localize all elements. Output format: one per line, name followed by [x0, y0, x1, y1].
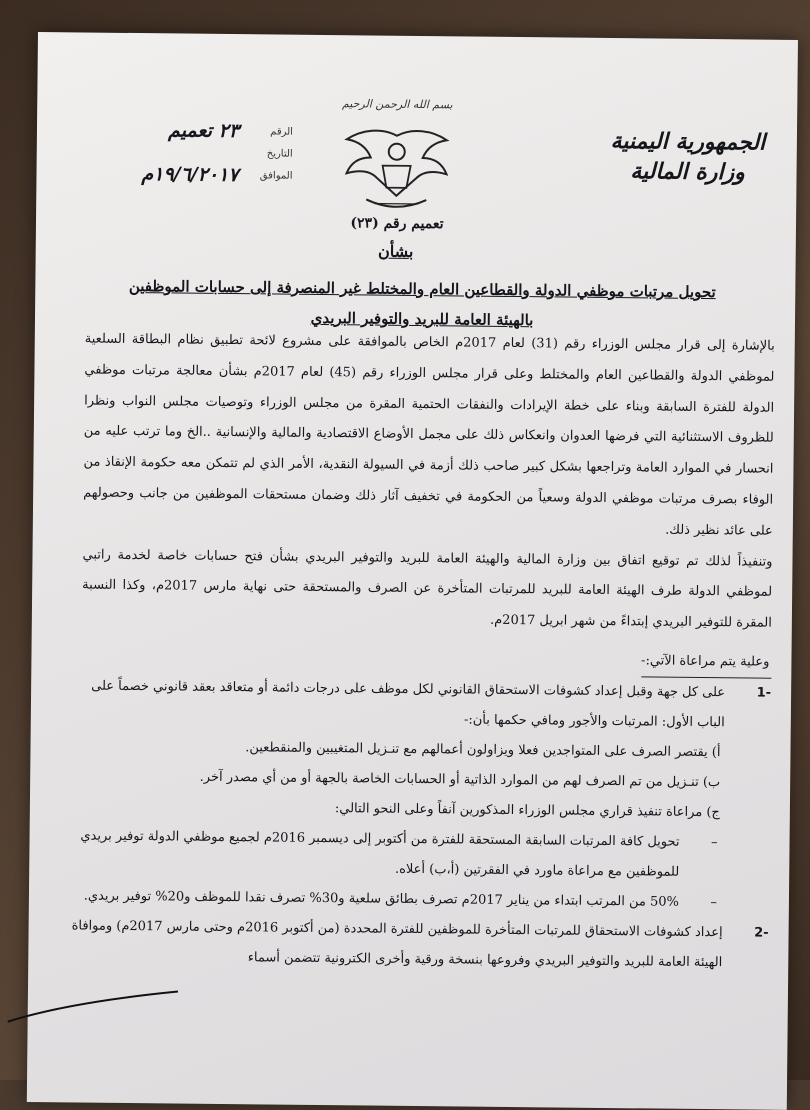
item-text: على كل جهة وقبل إعداد كشوفات الاستحقاق القانوني لكل موظف على درجات دائمة أو متعاقد بعقد قانوني خصماً على الباب الأول: المرتبات والأجور ومافي حكمها بأن:- — [91, 679, 725, 731]
item-number: -1 — [757, 679, 772, 709]
document-page — [27, 32, 798, 1110]
dash-mark: – — [710, 888, 717, 918]
yemen-emblem-icon — [336, 117, 457, 218]
letter-body — [82, 325, 775, 640]
ministry-header — [602, 126, 773, 188]
about-heading: بشأن — [336, 241, 456, 261]
subject-line-2: بالهيئة العامة للبريد والتوفير البريدي — [311, 309, 534, 329]
basmala: بسم الله الرحمن الرحيم — [337, 97, 457, 111]
ministry-line-finance: وزارة المالية — [602, 156, 772, 188]
item-number: -2 — [754, 919, 769, 949]
dash-item-1 — [69, 821, 770, 888]
circular-number: تعميم رقم (٢٣) — [332, 215, 462, 232]
dash-text: تحويل كافة المرتبات السابقة المستحقة للفترة من أكتوبر إلى ديسمبر 2016م لجميع موظفي الدولة توفير بريدي للموظفين مع مراعاة ماورد في الفقرتين (أ،ب) أعلاه. — [80, 828, 679, 879]
pen-stroke-icon — [7, 982, 188, 1044]
sub-item-a: أ) يقتصر الصرف على المتواجدين فعلا ويزاولون أعمالهم مع تنـزيل المتغيبين والمنقطعين. — [70, 731, 770, 768]
instruction-item-1 — [71, 671, 772, 738]
instructions-section — [68, 640, 771, 978]
ministry-line-republic: الجمهورية اليمنية — [603, 126, 773, 158]
dash-mark: – — [711, 828, 718, 858]
corresponding-date: ١٩/٦/٢٠١٧م — [141, 163, 238, 186]
item-text: إعداد كشوفات الاستحقاق للمرتبات المتأخرة للموظفين للفترة المحددة (من أكتوبر 2016م وحتى مارس 2017م) وموافاة الهيئة العامة للبريد والتوفير البريدي وفروعها بنسخة ورقية وأخرى الكترونية تتضمن أسماء — [72, 918, 723, 970]
ref-label: الرقم — [247, 126, 293, 137]
paragraph-reference: بالإشارة إلى قرار مجلس الوزراء رقم (31) لعام 2017م الخاص بالموافقة على مشروع لائحة تطبيق نظام البطاقة السلعية لموظفي الدولة والقطاعين العام والمختلط وعلى قرار مجلس الوزراء رقم (45) لعام 2017م بشأن معالجة مرتبات موظفي الدولة للفترة السابقة وبناء على خطة الإيرادات والنفقات الحتمية المقرة من مجلس الوزراء وتوصيات مجلس النواب ونظرا للظروف الاستثنائية التي فرضها العدوان وانعكاس ذلك على مجمل الأوضاع الاقتصادية والمالية والإنسانية ..الخ وما ترتب عليه من انحسار في الموارد العامة وتراجعها بشكل كبير صاحب ذلك أزمة في السيولة النقدية، الأمر الذي لم تتمكن معه حكومة الإنقاذ من الوفاء بصرف مرتبات موظفي الدولة وسعياً من الحكومة في تخفيف آثار ذلك وضمان مستحقات الموظفين من جانب وحصولهم على عائد نظير ذلك. — [83, 325, 775, 548]
dash-text: 50% من المرتب ابتداء من يناير 2017م تصرف بطائق سلعية و30% تصرف نقدا للموظف و20% توفير بريدي. — [84, 889, 679, 910]
instruction-item-2 — [68, 911, 769, 978]
sub-item-b: ب) تنـزيل من تم الصرف لهم من الموارد الذاتية أو الحسابات الخاصة بالجهة أو من أي مصدر آخر. — [70, 761, 770, 798]
reference-block — [92, 119, 293, 187]
instructions-heading: وعلية يتم مراعاة الآتي:- — [641, 646, 772, 678]
corresponding-label: الموافق — [246, 170, 292, 181]
paragraph-agreement: وتنفيذاً لذلك تم توقيع اتفاق بين وزارة المالية والهيئة العامة للبريد والتوفير البريدي بشأن فتح حسابات خاصة لخدمة راتبي لموظفي الدولة طرف الهيئة العامة للبريد للمرتبات المتأخرة عن الصرف والمستحقة حتى نهاية مارس 2017م، وكذا النسبة المقرة للتوفير البريدي إبتداءً من شهر ابريل 2017م. — [82, 540, 773, 640]
sub-item-c: ج) مراعاة تنفيذ قراري مجلس الوزراء المذكورين آنفاً وعلى النحو التالي: — [70, 791, 770, 828]
ref-number: ٢٣ تعميم — [168, 119, 239, 142]
date-label: التاريخ — [247, 148, 293, 159]
subject-line-1: تحويل مرتبات موظفي الدولة والقطاعين العام والمختلط غير المنصرفة إلى حسابات الموظفين — [129, 277, 716, 301]
